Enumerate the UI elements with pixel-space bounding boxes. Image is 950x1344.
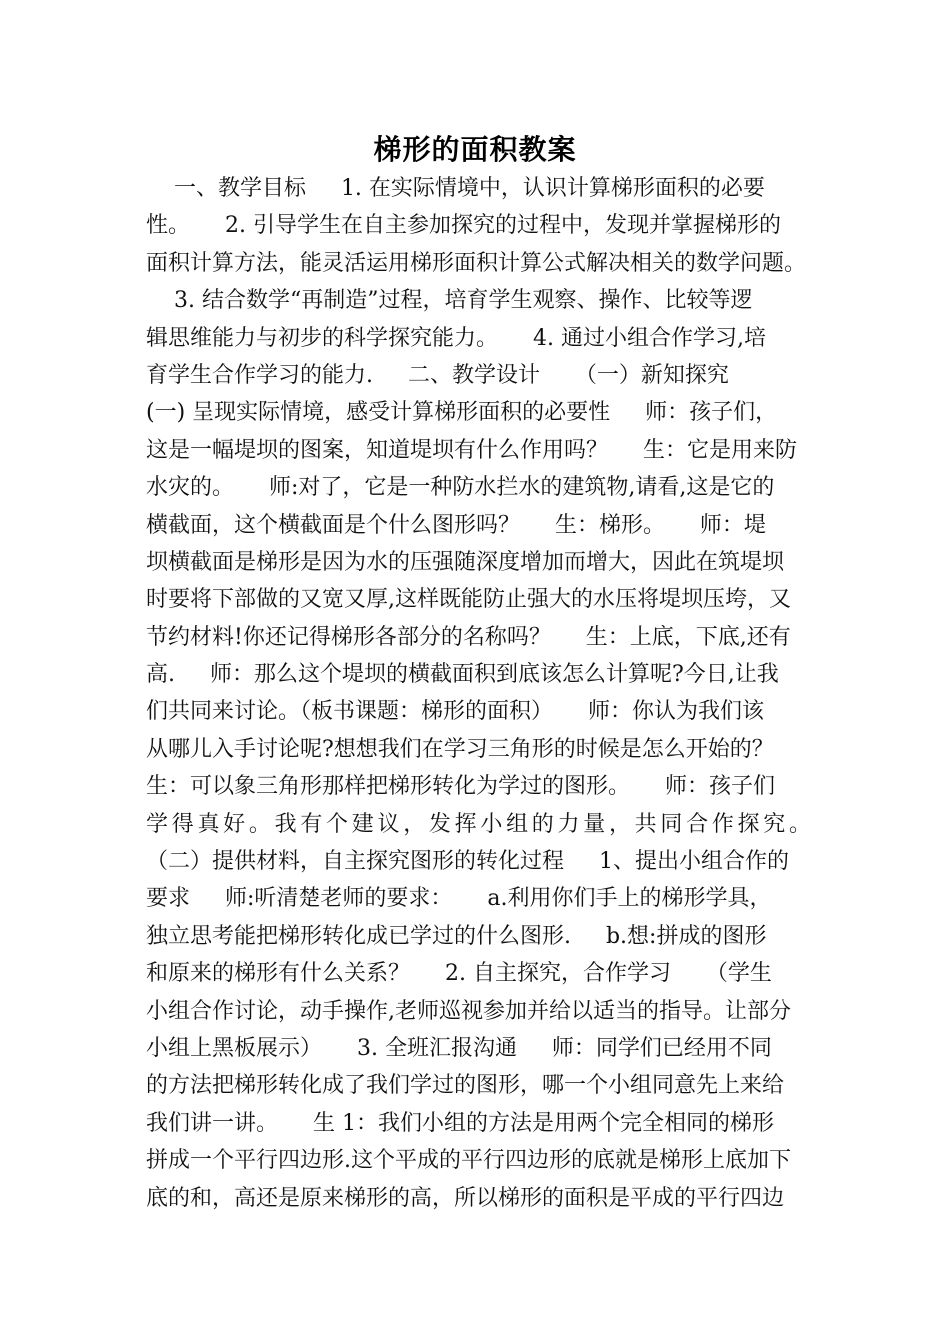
- text-line: （二）提供材料，自主探究图形的转化过程 1、提出小组合作的: [146, 849, 789, 875]
- text-line: 底的和，高还是原来梯形的高，所以梯形的面积是平成的平行四边: [146, 1185, 785, 1211]
- text-line: 时要将下部做的又宽又厚,这样既能防止强大的水压将堤坝压垮，又: [146, 587, 791, 613]
- text-line: 育学生合作学习的能力. 二、教学设计 （一）新知探究: [146, 362, 729, 388]
- text-line: 节约材料!你还记得梯形各部分的名称吗？ 生：上底，下底,还有: [146, 624, 791, 650]
- text-line: 生：可以象三角形那样把梯形转化为学过的图形。 师：孩子们: [146, 774, 775, 800]
- document-body: [146, 170, 811, 1217]
- text-line: 要求 师:听清楚老师的要求： a.利用你们手上的梯形学具，: [146, 886, 772, 912]
- text-line: 水灾的。 师:对了，它是一种防水拦水的建筑物,请看,这是它的: [146, 475, 775, 501]
- text-line: 从哪儿入手讨论呢?想想我们在学习三角形的时候是怎么开始的？: [146, 736, 774, 762]
- text-line: 和原来的梯形有什么关系？ 2. 自主探究，合作学习 （学生: [146, 961, 772, 987]
- text-line: 坝横截面是梯形是因为水的压强随深度增加而增大，因此在筑堤坝: [146, 549, 785, 575]
- text-line: 性。 2. 引导学生在自主参加探究的过程中，发现并掌握梯形的: [146, 213, 781, 239]
- text-line: (一) 呈现实际情境，感受计算梯形面积的必要性 师：孩子们，: [146, 400, 778, 426]
- text-line: 面积计算方法，能灵活运用梯形面积计算公式解决相关的数学问题。: [146, 250, 807, 276]
- text-line: 们共同来讨论。（板书课题：梯形的面积） 师：你认为我们该: [146, 699, 764, 725]
- text-line: 3. 结合数学“再制造”过程，培育学生观察、操作、比较等逻: [146, 288, 753, 314]
- text-line: 拼成一个平行四边形.这个平成的平行四边形的底就是梯形上底加下: [146, 1148, 791, 1174]
- text-line: 横截面，这个横截面是个什么图形吗？ 生：梯形。 师：堤: [146, 512, 766, 538]
- text-line: 学得真好。我有个建议，发挥小组的力量，共同合作探究。: [146, 811, 811, 837]
- document-title: 梯形的面积教案: [373, 133, 577, 166]
- text-line: 高. 师：那么这个堤坝的横截面积到底该怎么计算呢?今日,让我: [146, 662, 779, 688]
- text-line: 小组合作讨论，动手操作,老师巡视参加并给以适当的指导。让部分: [146, 998, 791, 1024]
- text-line: 独立思考能把梯形转化成已学过的什么图形. b.想:拼成的图形: [146, 923, 767, 949]
- text-line: 辑思维能力与初步的科学探究能力。 4. 通过小组合作学习,培: [146, 325, 766, 351]
- text-line: 我们讲一讲。 生 1：我们小组的方法是用两个完全相同的梯形: [146, 1110, 774, 1136]
- text-line: 一、教学目标 1. 在实际情境中，认识计算梯形面积的必要: [146, 176, 765, 201]
- text-line: 的方法把梯形转化成了我们学过的图形，哪一个小组同意先上来给: [146, 1073, 785, 1099]
- text-line: 小组上黑板展示） 3. 全班汇报沟通 师：同学们已经用不同: [146, 1035, 772, 1061]
- text-line: 这是一幅堤坝的图案，知道堤坝有什么作用吗？ 生：它是用来防: [146, 437, 797, 463]
